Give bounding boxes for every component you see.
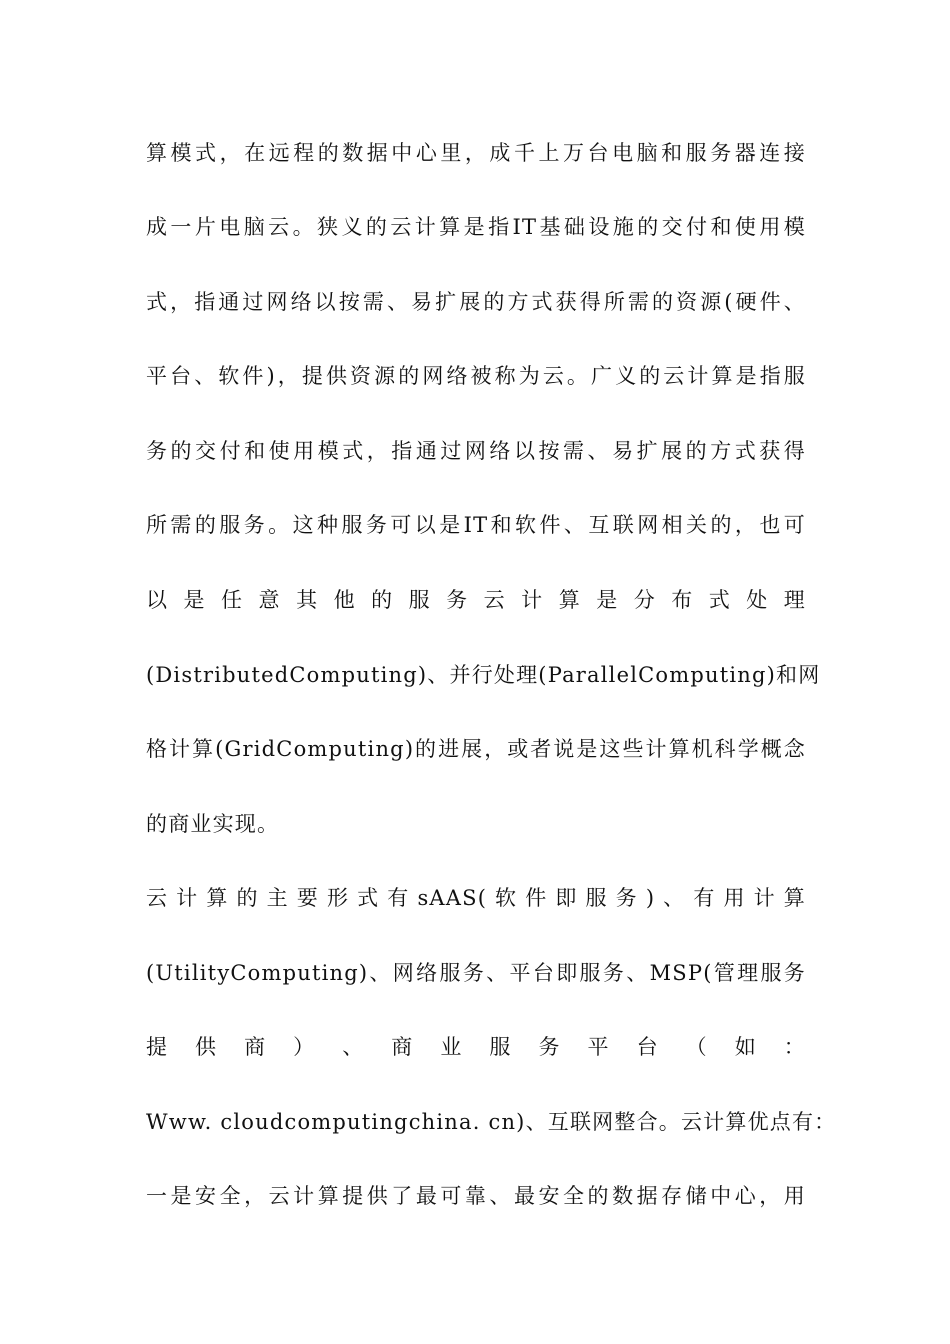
text-line: 成一片电脑云。狭义的云计算是指IT基础设施的交付和使用模 [146, 215, 806, 239]
text-line: 以 是 任 意 其 他 的 服 务 云 计 算 是 分 布 式 处 理 [146, 588, 806, 612]
text-line: 平台、软件)，提供资源的网络被称为云。广义的云计算是指服 [146, 364, 806, 388]
text-line: 提 供 商 ） 、 商 业 服 务 平 台 （ 如 ： [146, 1035, 806, 1059]
text-line: 算模式，在远程的数据中心里，成千上万台电脑和服务器连接 [146, 141, 806, 165]
text-line: (DistributedComputing)、并行处理(ParallelComputing)和网 [146, 663, 821, 687]
text-line: 云 计 算 的 主 要 形 式 有 sAAS( 软 件 即 服 务 ) 、 有 用 计 算 [146, 886, 806, 910]
text-line: 所需的服务。这种服务可以是IT和软件、互联网相关的，也可 [146, 513, 806, 537]
text-line: Www. cloudcomputingchina. cn)、互联网整合。云计算优点有： [146, 1110, 837, 1134]
text-line: 的商业实现。 [146, 812, 280, 836]
text-line: 式，指通过网络以按需、易扩展的方式获得所需的资源(硬件、 [146, 290, 806, 314]
text-line: 一是安全，云计算提供了最可靠、最安全的数据存储中心，用 [146, 1184, 806, 1208]
text-line: (UtilityComputing)、网络服务、平台即服务、MSP(管理服务 [146, 961, 806, 985]
text-line: 务的交付和使用模式，指通过网络以按需、易扩展的方式获得 [146, 439, 806, 463]
text-line: 格计算(GridComputing)的进展，或者说是这些计算机科学概念 [146, 737, 806, 761]
